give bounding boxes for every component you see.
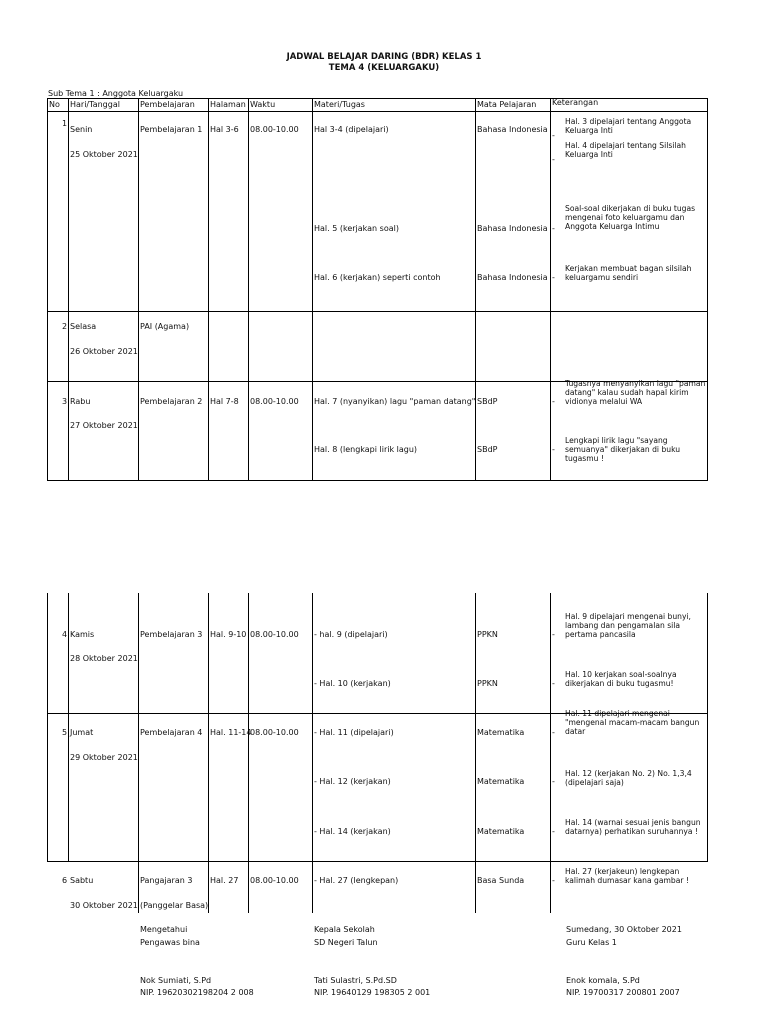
row-tanggal: 29 Oktober 2021 xyxy=(70,753,138,762)
row-keterangan: Hal. 11 dipelajari mengenai "mengenal macam-macam bangun datar xyxy=(565,709,700,736)
header-materi: Materi/Tugas xyxy=(314,100,365,109)
row-mapel: Bahasa Indonesia xyxy=(477,125,548,134)
row-mapel: PPKN xyxy=(477,630,498,639)
bullet-dash: - xyxy=(552,630,555,639)
row-halaman: Hal 3-6 xyxy=(210,125,239,134)
document-title: JADWAL BELAJAR DARING (BDR) KELAS 1 xyxy=(286,52,482,62)
header-pembelajaran: Pembelajaran xyxy=(140,100,195,109)
row-waktu: 08.00-10.00 xyxy=(250,125,299,134)
row-halaman: Hal. 11-14 xyxy=(210,728,252,737)
row-materi: Hal. 8 (lengkapi lirik lagu) xyxy=(314,445,418,454)
row-tanggal: 27 Oktober 2021 xyxy=(70,421,138,430)
bullet-dash: - xyxy=(552,445,555,454)
header-keterangan: Keterangan xyxy=(552,98,599,107)
row-mapel: Matematika xyxy=(477,777,525,786)
row-mapel: SBdP xyxy=(477,445,498,454)
row-hari: Sabtu xyxy=(70,876,94,885)
header-halaman: Halaman xyxy=(210,100,246,109)
row-waktu: 08.00-10.00 xyxy=(250,728,299,737)
row-halaman: Hal 7-8 xyxy=(210,397,239,406)
row-materi: - Hal. 10 (kerjakan) xyxy=(314,679,391,688)
row-tanggal: 28 Oktober 2021 xyxy=(70,654,138,663)
row-keterangan: Hal. 14 (warnai sesuai jenis bangun datarnya) perhatikan suruhannya ! xyxy=(565,818,701,836)
row-mapel: SBdP xyxy=(477,397,498,406)
signature-role: Mengetahui xyxy=(140,925,188,934)
row-pembelajaran-sub: (Panggelar Basa) xyxy=(140,901,209,910)
signature-position: Pengawas bina xyxy=(140,938,200,947)
signature-role: Kepala Sekolah xyxy=(314,925,375,934)
row-no: 5 xyxy=(62,728,68,737)
row-hari: Senin xyxy=(70,125,93,134)
row-hari: Rabu xyxy=(70,397,91,406)
row-mapel: PPKN xyxy=(477,679,498,688)
row-keterangan: Lengkapi lirik lagu "sayang semuanya" dikerjakan di buku tugasmu ! xyxy=(565,436,681,463)
row-no: 6 xyxy=(62,876,68,885)
row-mapel: Basa Sunda xyxy=(477,876,525,885)
subtema-label: Sub Tema 1 : Anggota Keluargaku xyxy=(48,89,184,98)
row-keterangan: Hal. 3 dipelajari tentang Anggota Keluarga Inti xyxy=(565,117,692,135)
row-pembelajaran: Pembelajaran 4 xyxy=(140,728,203,737)
bullet-dash: - xyxy=(552,876,555,885)
row-materi: Hal. 5 (kerjakan soal) xyxy=(314,224,399,233)
row-materi: - Hal. 27 (lengkepan) xyxy=(314,876,399,885)
row-hari: Kamis xyxy=(70,630,95,639)
row-keterangan: Hal. 27 (kerjakeun) lengkepan kalimah dumasar kana gambar ! xyxy=(565,867,689,885)
row-waktu: 08.00-10.00 xyxy=(250,630,299,639)
row-materi: - Hal. 14 (kerjakan) xyxy=(314,827,391,836)
row-tanggal: 25 Oktober 2021 xyxy=(70,150,138,159)
row-halaman: Hal. 27 xyxy=(210,876,239,885)
row-no: 1 xyxy=(62,119,68,128)
document-subtitle: TEMA 4 (KELUARGAKU) xyxy=(328,63,440,73)
row-pembelajaran: Pembelajaran 1 xyxy=(140,125,203,134)
row-no: 4 xyxy=(62,630,68,639)
row-keterangan: Soal-soal dikerjakan di buku tugas mengenai foto keluargamu dan Anggota Keluarga Intimu xyxy=(565,204,696,231)
row-tanggal: 30 Oktober 2021 xyxy=(70,901,138,910)
bullet-dash: - xyxy=(552,397,555,406)
signature-nip: NIP. 19640129 198305 2 001 xyxy=(314,988,431,997)
signature-nip: NIP. 19700317 200801 2007 xyxy=(566,988,680,997)
signature-name: Enok komala, S.Pd xyxy=(566,976,640,985)
row-materi: Hal 3-4 (dipelajari) xyxy=(314,125,389,134)
bullet-dash: - xyxy=(552,777,555,786)
signature-nip: NIP. 19620302198204 2 008 xyxy=(140,988,254,997)
row-pembelajaran: PAI (Agama) xyxy=(140,322,190,331)
row-materi: Hal. 7 (nyanyikan) lagu "paman datang" xyxy=(314,397,476,406)
row-keterangan: Kerjakan membuat bagan silsilah keluargamu sendiri xyxy=(565,264,692,282)
row-materi: - Hal. 11 (dipelajari) xyxy=(314,728,394,737)
row-pembelajaran: Pembelajaran 2 xyxy=(140,397,203,406)
signature-position: Guru Kelas 1 xyxy=(566,938,617,947)
row-keterangan: Hal. 12 (kerjakan No. 2) No. 1,3,4 (dipelajari saja) xyxy=(565,769,692,787)
bullet-dash: - xyxy=(552,728,555,737)
row-no: 3 xyxy=(62,397,68,406)
row-waktu: 08.00-10.00 xyxy=(250,397,299,406)
signature-name: Tati Sulastri, S.Pd.SD xyxy=(314,976,397,985)
row-waktu: 08.00-10.00 xyxy=(250,876,299,885)
header-mapel: Mata Pelajaran xyxy=(477,100,537,109)
row-tanggal: 26 Oktober 2021 xyxy=(70,347,138,356)
row-keterangan: Tugasnya menyanyikan lagu "paman datang" kalau sudah hapal kirim vidionya melalui WA xyxy=(565,379,706,406)
bullet-dash: - xyxy=(552,273,555,282)
row-hari: Selasa xyxy=(70,322,97,331)
header-hari: Hari/Tanggal xyxy=(70,100,120,109)
row-pembelajaran: Pangajaran 3 xyxy=(140,876,193,885)
row-materi: - hal. 9 (dipelajari) xyxy=(314,630,388,639)
row-no: 2 xyxy=(62,322,68,331)
signature-date: Sumedang, 30 Oktober 2021 xyxy=(566,925,682,934)
row-keterangan: Hal. 10 kerjakan soal-soalnya dikerjakan di buku tugasmu! xyxy=(565,670,677,688)
bullet-dash: - xyxy=(552,827,555,836)
row-materi: - Hal. 12 (kerjakan) xyxy=(314,777,391,786)
bullet-dash: - xyxy=(552,155,555,164)
row-halaman: Hal. 9-10 xyxy=(210,630,247,639)
bullet-dash: - xyxy=(552,131,555,140)
row-mapel: Bahasa Indonesia xyxy=(477,273,548,282)
row-materi: Hal. 6 (kerjakan) seperti contoh xyxy=(314,273,441,282)
header-no: No xyxy=(49,100,60,109)
bullet-dash: - xyxy=(552,224,555,233)
signature-position: SD Negeri Talun xyxy=(314,938,378,947)
bullet-dash: - xyxy=(552,679,555,688)
row-mapel: Bahasa Indonesia xyxy=(477,224,548,233)
row-mapel: Matematika xyxy=(477,728,525,737)
row-keterangan: Hal. 4 dipelajari tentang Silsilah Keluarga Inti xyxy=(565,141,686,159)
signature-name: Nok Sumiati, S.Pd xyxy=(140,976,212,985)
row-pembelajaran: Pembelajaran 3 xyxy=(140,630,203,639)
row-mapel: Matematika xyxy=(477,827,525,836)
header-waktu: Waktu xyxy=(250,100,276,109)
row-keterangan: Hal. 9 dipelajari mengenai bunyi, lambang dan pengamalan sila pertama pancasila xyxy=(565,612,691,639)
row-hari: Jumat xyxy=(70,728,94,737)
